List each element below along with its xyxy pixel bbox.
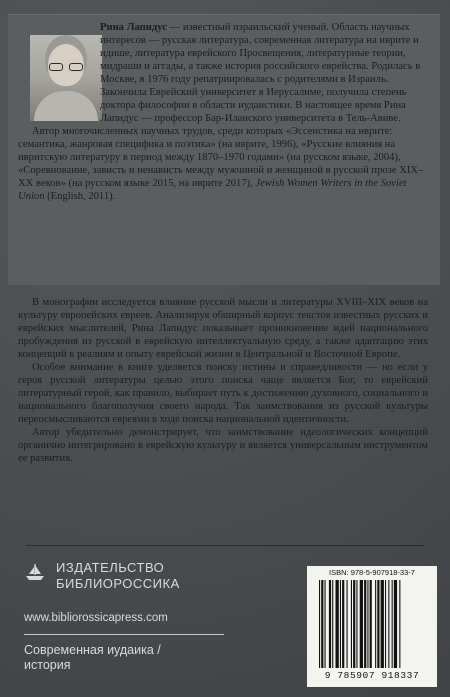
category-line-1: Современная иудаика /: [24, 643, 161, 657]
author-intro-text: — известный израильский ученый. Область научных интересов — русская литература, современная литература на иврите и идише, литература еврейского Просвещения, литературные теории, мидраши и аггады, а также история российского еврейства. Родилась в Москве, в 1976 году репатриировалась с родителями в Израиль. Закончила Еврейский университет в Иерусалиме, получила степень доктора философии в области иудаистики. В настоящее время Рина Лапидус — профессор Бар-Иланского университета в Тель-Авиве.: [100, 22, 421, 124]
publisher-url: www.bibliorossicapress.com: [24, 612, 168, 624]
section-divider: [26, 545, 424, 546]
annotation-paragraph-3: Автор убедительно демонстрирует, что заимствование идеологических концепций органично интегрировано в еврейскую культуру и является универсальным инструментом ее развития.: [18, 427, 428, 464]
annotation-paragraph-1: В монографии исследуется влияние русской мысли и литературы XVIII–XIX веков на культуру европейских евреев. Анализируя обширный корпус текстов известных русских и еврейских мыслителей, Рина Лапидус показывает проникновение идей национального пробуждения из русской в еврейскую интеллектуальную среду, а также адаптацию этих концепций к реалиям и опыту еврейской жизни в Центральной и Восточной Европе.: [18, 297, 428, 360]
boat-logo-icon: [24, 562, 46, 584]
book-annotation: [18, 296, 428, 465]
annotation-paragraph-2: Особое внимание в книге уделяется поиску истины и справедливости — но если у героя русской литературы целью этого поиска чаще является Бог, то еврейский литературный герой, как правило, выбирает путь к достижению духовного, социального и национального благополучия своего народа. Так заимствования из русской культуры переосмысливаются евреями в ходе поиска национальной идентичности.: [18, 362, 428, 425]
author-name: Рина Лапидус: [100, 22, 167, 33]
publisher-name-line-2: БИБЛИОРОССИКА: [56, 576, 180, 591]
isbn-label: ISBN: 978-5-907918-33-7: [329, 568, 415, 577]
author-panel: [8, 14, 440, 285]
book-category: [24, 643, 161, 673]
category-line-2: история: [24, 658, 71, 672]
author-works-english-tail: (English, 2011).: [44, 191, 116, 202]
publisher-name: [56, 560, 180, 592]
author-works-english-title: Jewish Women Writers in the Soviet Union: [18, 178, 407, 202]
author-bio: [18, 21, 433, 203]
publisher-rule: [24, 634, 224, 635]
barcode-digits: 9 785907 918337: [324, 670, 420, 681]
barcode-icon: [319, 580, 425, 668]
publisher-name-line-1: ИЗДАТЕЛЬСТВО: [56, 560, 165, 575]
barcode-panel: [307, 566, 437, 687]
author-works: [18, 125, 433, 203]
author-works-text: Автор многочисленных научных трудов, среди которых «Эссеистика на иврите: семантика, жанровая специфика и поэтика» (на иврите, 1996), «Русские влияния на ивритскую литературу в период между 1870–1970 годами» (на русском языке, 2004), «Соревнование, зависть и ненависть между мужчиной и женщиной в русской прозе XIX–XX веков» (на русском языке 2015, на иврите 2017),: [18, 126, 424, 189]
